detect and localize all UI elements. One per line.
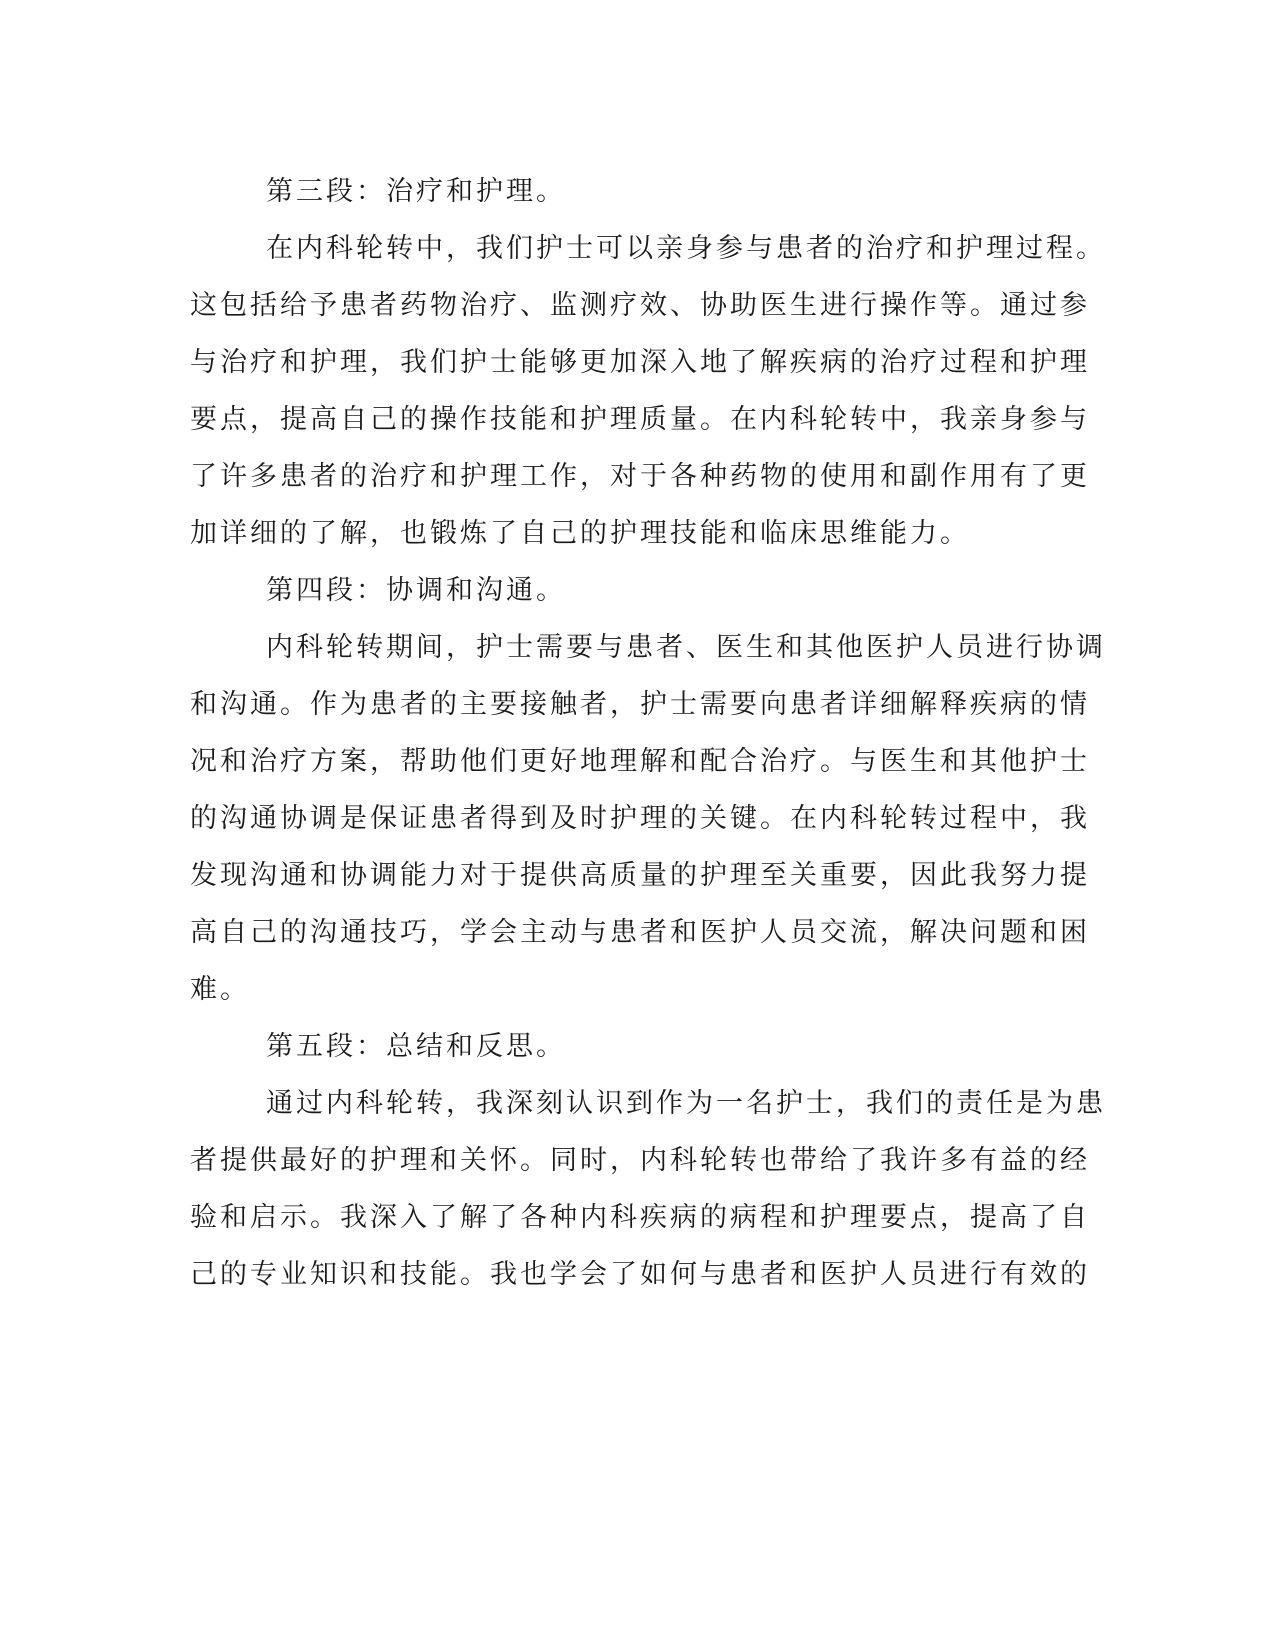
section-paragraph-3 [190,220,1106,562]
paragraph-line: 者提供最好的护理和关怀。同时，内科轮转也带给了我许多有益的经 [190,1145,1090,1176]
section-heading-4: 第四段：协调和沟通。 [266,575,566,606]
section-heading-5: 第五段：总结和反思。 [266,1031,566,1062]
paragraph-line: 内科轮转期间，护士需要与患者、医生和其他医护人员进行协调 [266,632,1106,663]
paragraph-line: 要点，提高自己的操作技能和护理质量。在内科轮转中，我亲身参与 [190,404,1090,435]
section-heading-3: 第三段：治疗和护理。 [266,176,566,207]
paragraph-line: 高自己的沟通技巧，学会主动与患者和医护人员交流，解决问题和困 [190,917,1090,948]
paragraph-line: 与治疗和护理，我们护士能够更加深入地了解疾病的治疗过程和护理 [190,347,1090,378]
section-paragraph-4 [190,619,1106,1018]
document-body [190,163,1106,1303]
paragraph-line: 加详细的了解，也锻炼了自己的护理技能和临床思维能力。 [190,518,970,549]
paragraph-line: 己的专业知识和技能。我也学会了如何与患者和医护人员进行有效的 [190,1259,1090,1290]
paragraph-line: 难。 [190,974,250,1005]
paragraph-line: 况和治疗方案，帮助他们更好地理解和配合治疗。与医生和其他护士 [190,746,1090,777]
paragraph-line: 这包括给予患者药物治疗、监测疗效、协助医生进行操作等。通过参 [190,290,1090,321]
paragraph-line: 了许多患者的治疗和护理工作，对于各种药物的使用和副作用有了更 [190,461,1090,492]
paragraph-line: 发现沟通和协调能力对于提供高质量的护理至关重要，因此我努力提 [190,860,1090,891]
paragraph-line: 验和启示。我深入了解了各种内科疾病的病程和护理要点，提高了自 [190,1202,1090,1233]
paragraph-line: 的沟通协调是保证患者得到及时护理的关键。在内科轮转过程中，我 [190,803,1090,834]
paragraph-line: 在内科轮转中，我们护士可以亲身参与患者的治疗和护理过程。 [266,233,1106,264]
paragraph-line: 和沟通。作为患者的主要接触者，护士需要向患者详细解释疾病的情 [190,689,1090,720]
paragraph-line: 通过内科轮转，我深刻认识到作为一名护士，我们的责任是为患 [266,1088,1106,1119]
section-paragraph-5 [190,1075,1106,1303]
